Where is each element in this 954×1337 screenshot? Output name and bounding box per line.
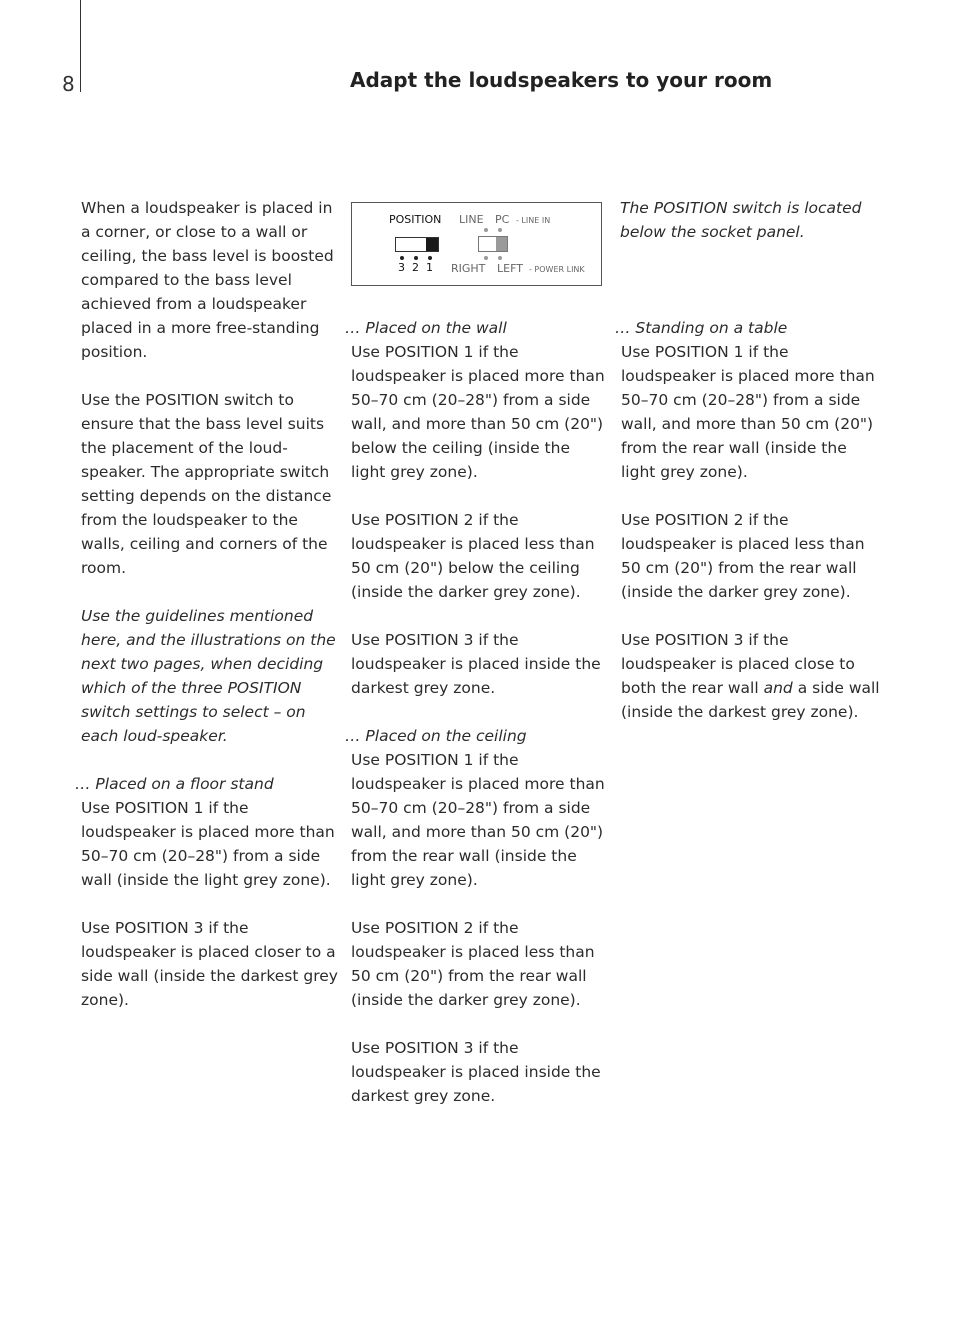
line-pc-switch-knob	[496, 237, 507, 251]
table-position-1: Use POSITION 1 if the loudspeaker is placed more than 50–70 cm (20–28") from a side wall, and more than 50 cm (20") from the rear wall (inside the light grey zone).	[621, 343, 875, 481]
position-switch-illustration	[351, 202, 602, 286]
wall-heading: … Placed on the wall	[345, 319, 507, 337]
floor-stand-heading: … Placed on a floor stand	[75, 775, 274, 793]
table-column	[615, 316, 883, 748]
table-position-3-emphasis: and	[763, 679, 793, 697]
pc-label: PC	[495, 213, 510, 226]
position-number-3: 3	[398, 261, 405, 274]
table-position-2: Use POSITION 2 if the loudspeaker is placed less than 50 cm (20") from the rear wall (inside the darker grey zone).	[621, 511, 865, 601]
floor-stand-position-3: Use POSITION 3 if the loudspeaker is placed closer to a side wall (inside the darkest grey zone).	[81, 919, 338, 1009]
wall-position-1: Use POSITION 1 if the loudspeaker is placed more than 50–70 cm (20–28") from a side wall, and more than 50 cm (20") below the ceiling (inside the light grey zone).	[351, 343, 605, 481]
switch-caption: The POSITION switch is located below the socket panel.	[620, 199, 862, 241]
line-in-label: - LINE IN	[516, 216, 551, 225]
position-number-1: 1	[426, 261, 433, 274]
table-position-3-end: a side wall (inside the darkest grey zone).	[621, 679, 880, 721]
intro-paragraph-1: When a loudspeaker is placed in a corner, or close to a wall or ceiling, the bass level is boosted compared to the bass level achieved from a loudspeaker placed in a more free-standing position.	[81, 199, 334, 361]
ceiling-heading: … Placed on the ceiling	[345, 727, 527, 745]
position-number-2: 2	[412, 261, 419, 274]
position-switch	[395, 237, 439, 252]
right-label: RIGHT	[451, 262, 486, 275]
position-switch-knob	[426, 238, 438, 251]
line-dot	[484, 228, 488, 232]
table-heading: … Standing on a table	[615, 319, 788, 337]
intro-paragraph-2: Use the POSITION switch to ensure that the bass level suits the placement of the loud-speaker. The appropriate switch setting depends on the distance from the loudspeaker to the walls, ceiling and corners of the room.	[81, 391, 332, 577]
wall-position-2: Use POSITION 2 if the loudspeaker is placed less than 50 cm (20") below the ceiling (inside the darker grey zone).	[351, 511, 595, 601]
table-position-3	[621, 628, 883, 724]
page-number: 8	[62, 72, 75, 96]
left-dot	[498, 256, 502, 260]
position-label: POSITION	[389, 213, 442, 226]
margin-rule	[80, 0, 81, 92]
line-pc-switch	[478, 236, 508, 252]
line-label: LINE	[459, 213, 484, 226]
ceiling-position-2: Use POSITION 2 if the loudspeaker is placed less than 50 cm (20") from the rear wall (inside the darker grey zone).	[351, 919, 595, 1009]
position-dot-3	[400, 256, 404, 260]
page-title: Adapt the loudspeakers to your room	[350, 68, 773, 92]
wall-position-3: Use POSITION 3 if the loudspeaker is placed inside the darkest grey zone.	[351, 631, 601, 697]
ceiling-position-3: Use POSITION 3 if the loudspeaker is placed inside the darkest grey zone.	[351, 1039, 601, 1105]
pc-dot	[498, 228, 502, 232]
intro-column	[75, 196, 343, 1036]
floor-stand-position-1: Use POSITION 1 if the loudspeaker is placed more than 50–70 cm (20–28") from a side wall (inside the light grey zone).	[81, 799, 335, 889]
right-dot	[484, 256, 488, 260]
power-link-label: - POWER LINK	[529, 265, 585, 274]
ceiling-position-1: Use POSITION 1 if the loudspeaker is placed more than 50–70 cm (20–28") from a side wall, and more than 50 cm (20") from the rear wall (inside the light grey zone).	[351, 751, 605, 889]
wall-ceiling-column	[345, 316, 607, 1132]
intro-guidelines-note: Use the guidelines mentioned here, and the illustrations on the next two pages, when deciding which of the three POSITION switch settings to select – on each loud-speaker.	[81, 607, 336, 745]
position-dot-2	[414, 256, 418, 260]
position-dot-1	[428, 256, 432, 260]
table-position-3-start: Use POSITION 3 if the loudspeaker is placed close to both the rear wall	[621, 631, 855, 697]
left-label: LEFT	[497, 262, 523, 275]
